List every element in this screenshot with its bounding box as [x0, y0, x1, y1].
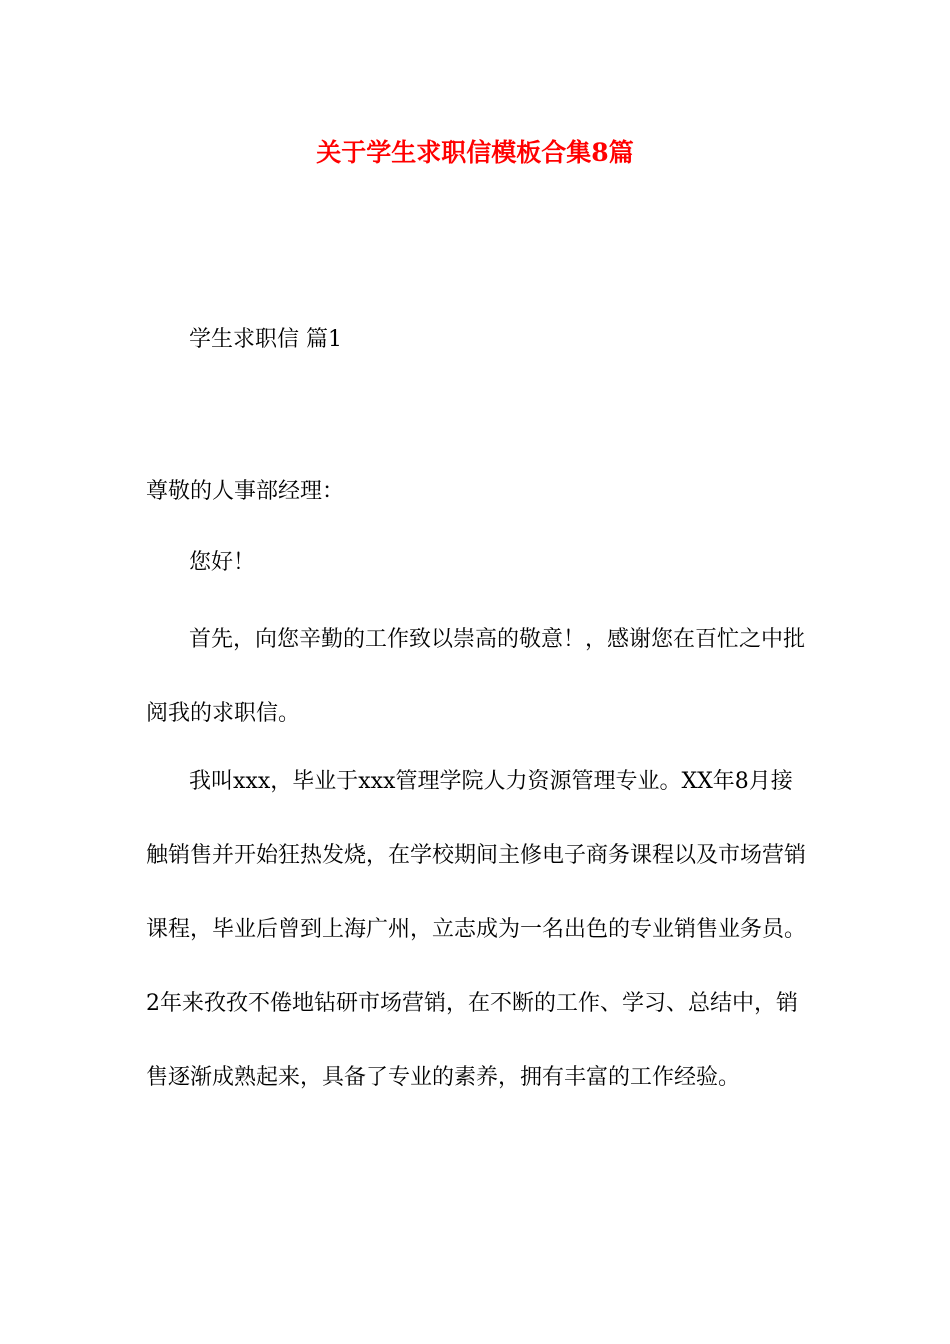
document-title: 关于学生求职信模板合集8篇: [316, 138, 634, 167]
paragraph: 我叫xxx，毕业于xxx管理学院人力资源管理专业。XX年8月接触销售并开始狂热发烧，在学校期间主修电子商务课程以及市场营销课程，毕业后曾到上海广州，立志成为一名出色的专业销售业务员。2年来孜孜不倦地钻研市场营销，在不断的工作、学习、总结中，销售逐渐成熟起来，具备了专业的素养，拥有丰富的工作经验。: [146, 769, 807, 1090]
salutation: 尊敬的人事部经理：: [146, 479, 345, 504]
greeting: 您好！: [189, 550, 256, 575]
section-heading: 学生求职信 篇1: [189, 327, 342, 352]
paragraph: 首先，向您辛勤的工作致以崇高的敬意！，感谢您在百忙之中批阅我的求职信。: [146, 627, 806, 726]
